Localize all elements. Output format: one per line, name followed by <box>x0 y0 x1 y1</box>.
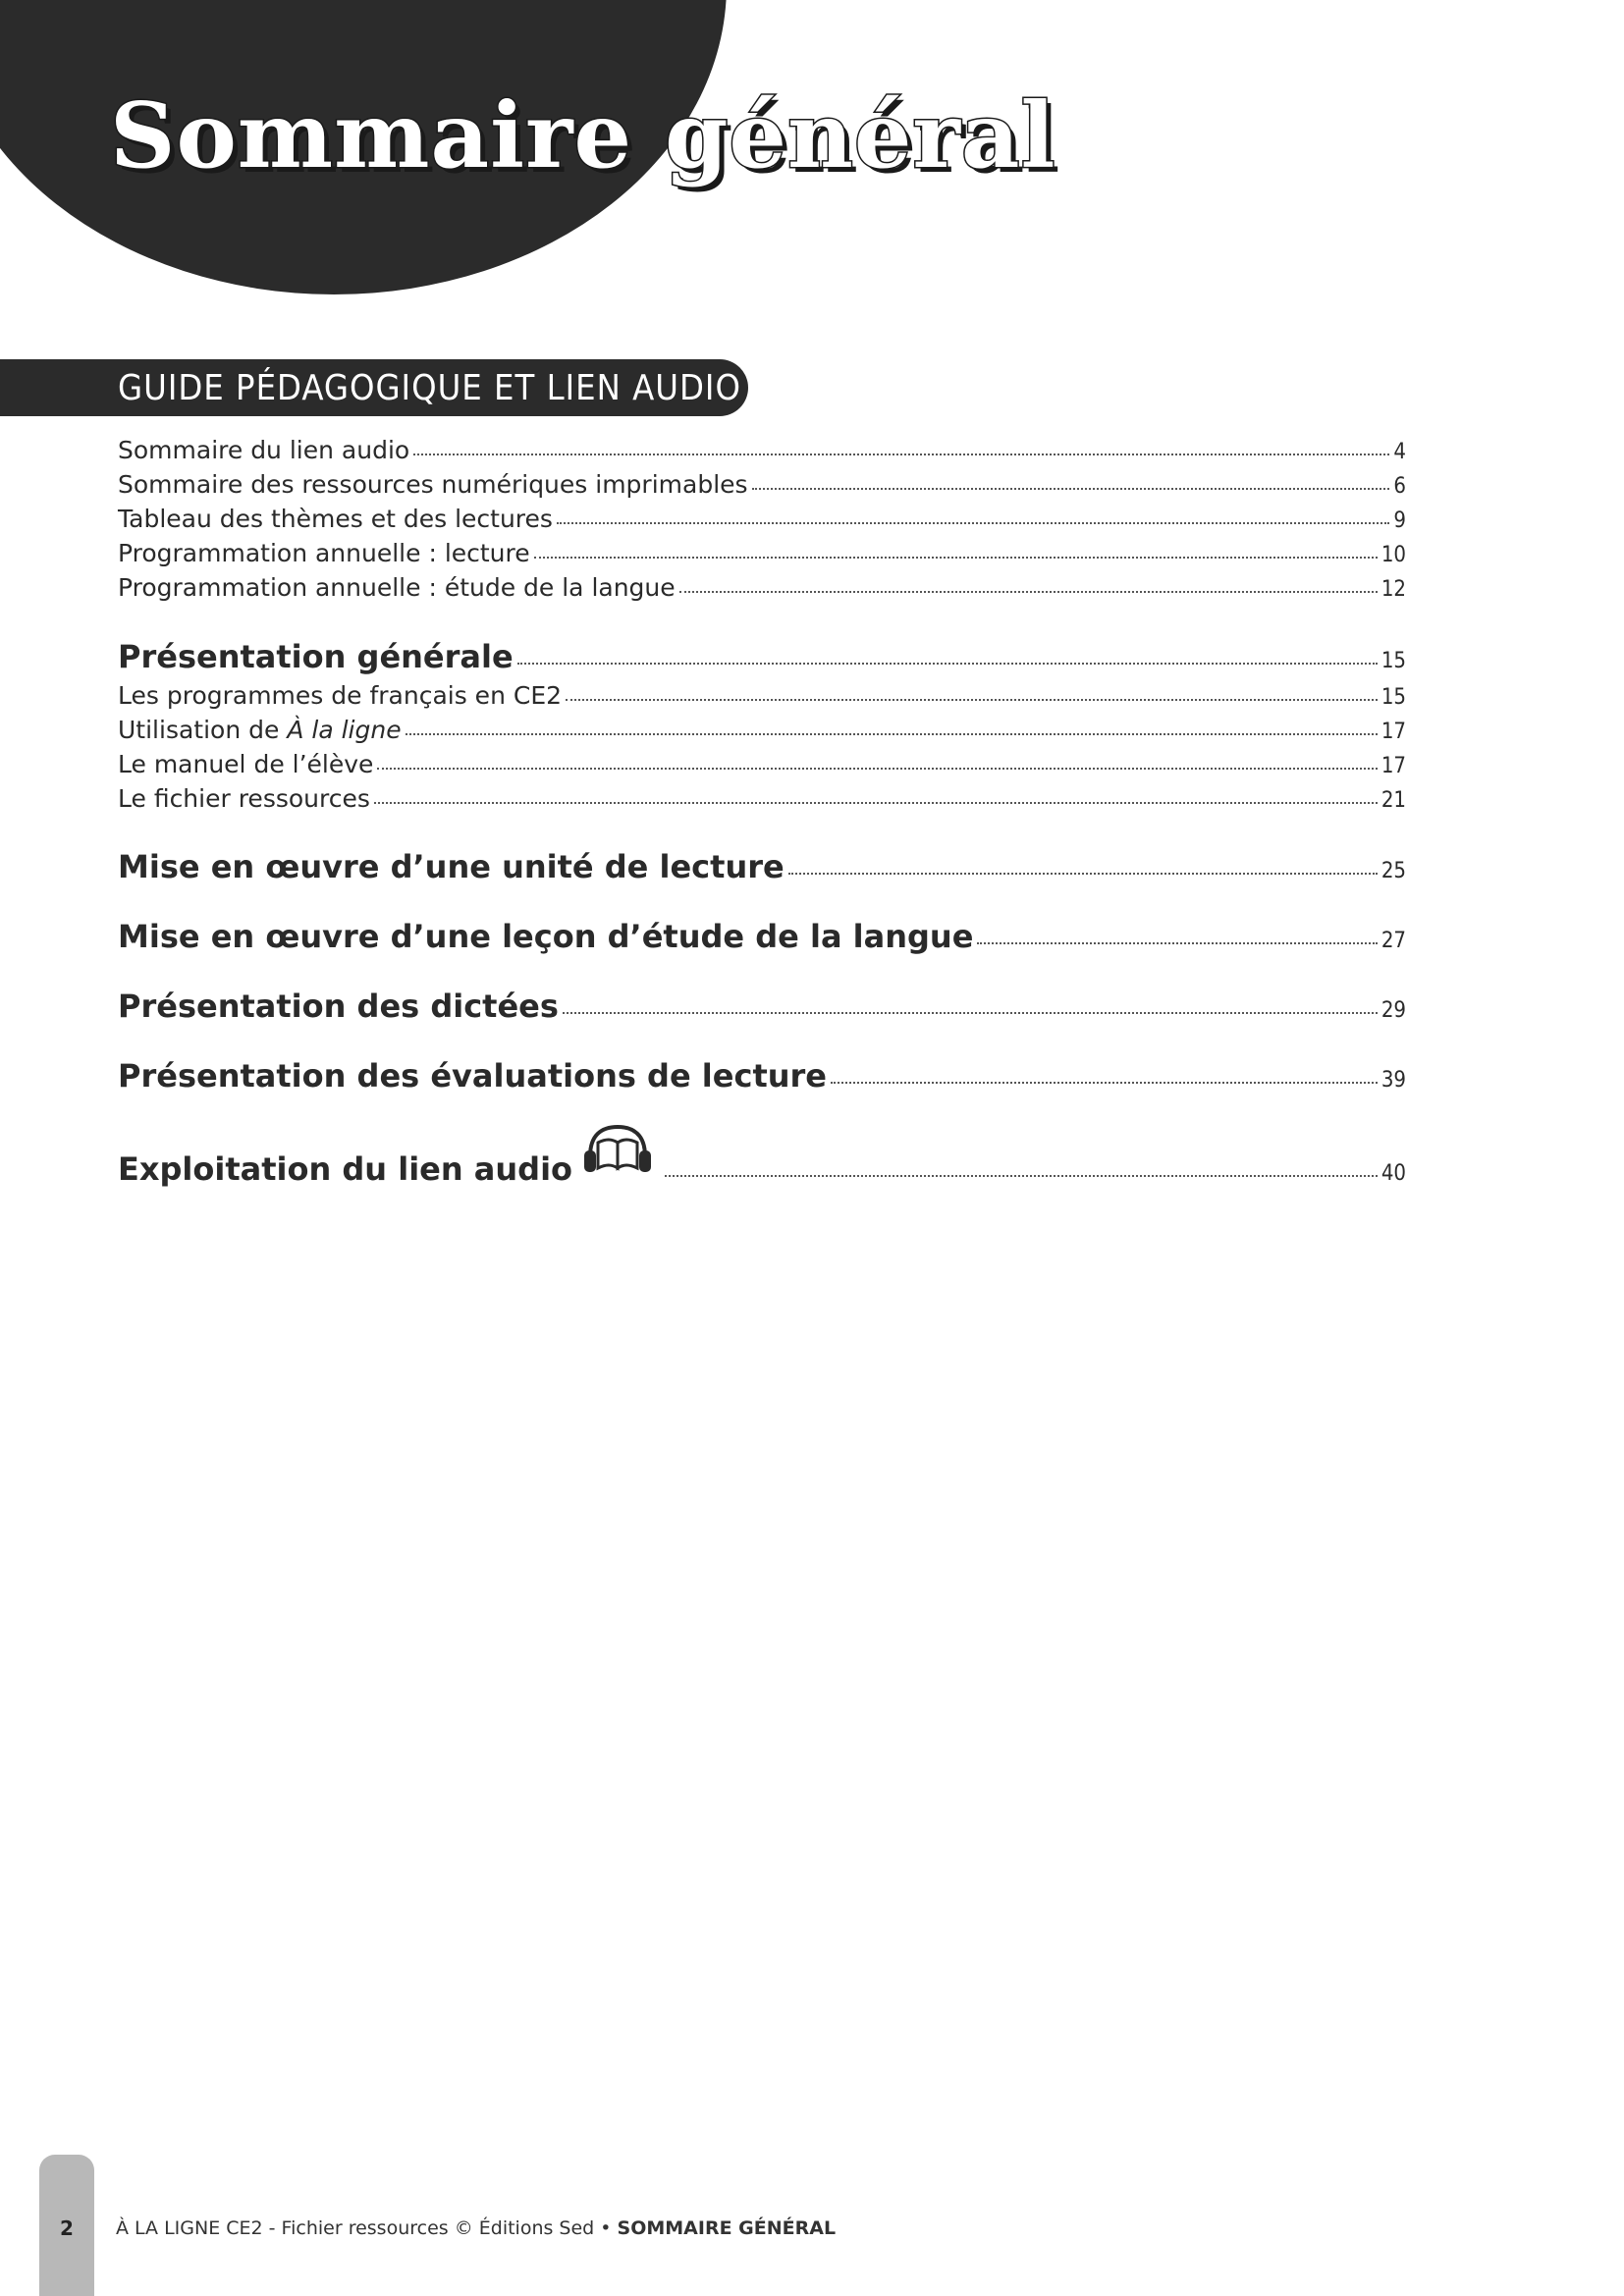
footer-section-name: SOMMAIRE GÉNÉRAL <box>617 2217 837 2239</box>
toc-leader-dots <box>665 1174 1378 1177</box>
toc-leader-dots <box>752 487 1390 490</box>
toc-heading-page: 25 <box>1380 859 1406 883</box>
section-banner <box>0 359 748 416</box>
toc-entry-label: Le fichier ressources <box>118 784 370 813</box>
toc-leader-dots <box>977 941 1377 944</box>
toc-heading[interactable] <box>118 638 1406 675</box>
toc-heading-page: 15 <box>1380 649 1406 673</box>
toc-heading-label: Exploitation du lien audio <box>118 1150 573 1188</box>
toc-leader-dots <box>566 698 1378 701</box>
toc-entry[interactable] <box>118 750 1406 778</box>
section-banner-label: GUIDE PÉDAGOGIQUE ET LIEN AUDIO <box>118 367 741 408</box>
toc-entry-page: 21 <box>1380 788 1406 813</box>
toc-entry[interactable] <box>118 505 1406 533</box>
toc-heading[interactable] <box>118 918 1406 955</box>
toc-heading-label: Présentation des évaluations de lecture <box>118 1057 827 1095</box>
toc-entry[interactable] <box>118 784 1406 813</box>
toc-heading[interactable] <box>118 1127 1406 1188</box>
toc-entry-page: 6 <box>1393 474 1406 499</box>
toc-entry-page: 12 <box>1380 577 1406 602</box>
toc-entry-label: Programmation annuelle : étude de la langue <box>118 573 676 602</box>
footer-credits <box>116 2217 836 2239</box>
toc-heading-label: Mise en œuvre d’une leçon d’étude de la langue <box>118 918 974 955</box>
toc-entry-label: Sommaire du lien audio <box>118 436 410 464</box>
headphones-book-icon <box>580 1123 655 1184</box>
toc-entry[interactable] <box>118 573 1406 602</box>
toc-leader-dots <box>788 872 1378 875</box>
toc-entry[interactable] <box>118 681 1406 710</box>
toc-entry-label-prefix: Utilisation de <box>118 716 288 744</box>
footer-credits-text: À LA LIGNE CE2 - Fichier ressources © Éditions Sed • <box>116 2217 612 2239</box>
toc-heading[interactable] <box>118 848 1406 885</box>
toc-heading-page: 40 <box>1380 1161 1406 1186</box>
toc-heading-page: 27 <box>1380 929 1406 953</box>
toc-leader-dots <box>517 662 1378 665</box>
toc-heading-page: 29 <box>1380 998 1406 1023</box>
toc-leader-dots <box>557 521 1389 524</box>
toc-leader-dots <box>563 1011 1378 1014</box>
page-title: Sommaire général <box>110 82 1056 188</box>
toc-entry-label <box>118 716 402 744</box>
toc-leader-dots <box>413 453 1389 455</box>
toc-leader-dots <box>679 590 1378 593</box>
toc-entry-label: Sommaire des ressources numériques imprimables <box>118 470 748 499</box>
toc-entry[interactable] <box>118 716 1406 744</box>
toc-entry[interactable] <box>118 539 1406 567</box>
toc-heading-label: Présentation générale <box>118 638 514 675</box>
toc-entry-page: 9 <box>1393 508 1406 533</box>
book-title: À la ligne <box>287 716 402 744</box>
toc-entry[interactable] <box>118 436 1406 464</box>
toc-leader-dots <box>377 767 1377 770</box>
toc-entry-page: 17 <box>1380 754 1406 778</box>
toc-entry-label: Tableau des thèmes et des lectures <box>118 505 553 533</box>
toc-entry[interactable] <box>118 470 1406 499</box>
toc-entry-page: 10 <box>1380 543 1406 567</box>
toc-heading-label: Mise en œuvre d’une unité de lecture <box>118 848 785 885</box>
toc-heading[interactable] <box>118 1057 1406 1095</box>
toc-entry-page: 17 <box>1380 720 1406 744</box>
toc-heading-label: Présentation des dictées <box>118 988 559 1025</box>
toc-heading-page: 39 <box>1380 1068 1406 1093</box>
toc-heading[interactable] <box>118 988 1406 1025</box>
toc-leader-dots <box>831 1081 1378 1084</box>
toc-leader-dots <box>374 801 1378 804</box>
toc-leader-dots <box>406 732 1378 735</box>
toc-leader-dots <box>534 556 1378 559</box>
toc-entry-label: Les programmes de français en CE2 <box>118 681 563 710</box>
toc-entry-label: Le manuel de l’élève <box>118 750 374 778</box>
toc-entry-page: 4 <box>1393 440 1406 464</box>
toc-entry-page: 15 <box>1380 685 1406 710</box>
toc-entry-label: Programmation annuelle : lecture <box>118 539 530 567</box>
footer-page-number: 2 <box>60 2216 74 2240</box>
